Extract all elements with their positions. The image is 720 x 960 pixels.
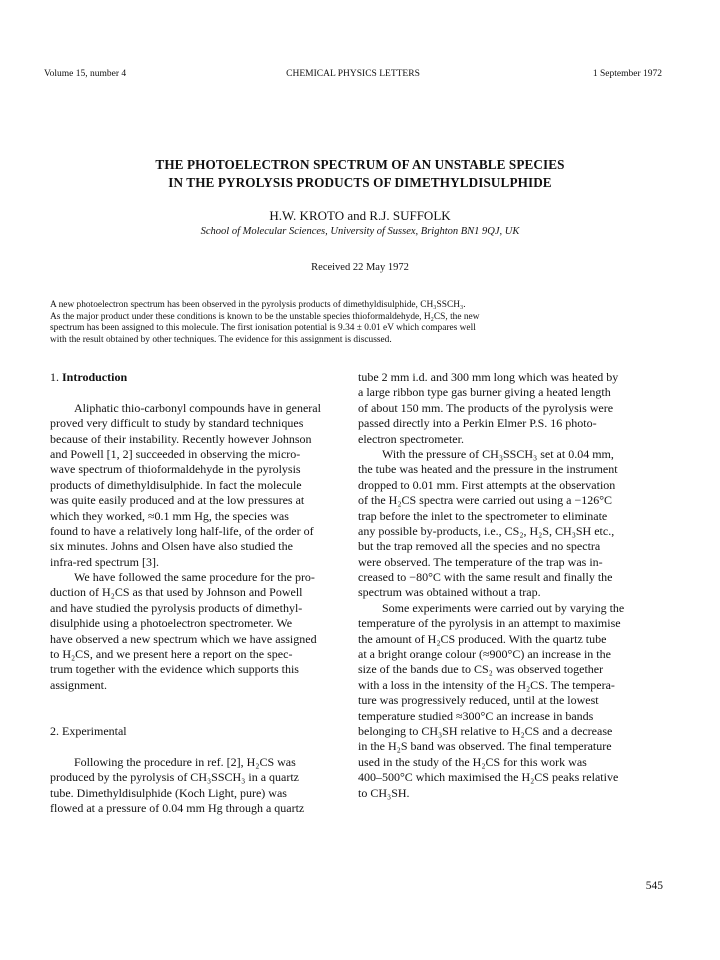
text-line: ture was progressively reduced, until at the lowest (358, 693, 599, 708)
text-line: duction of H₂CS as that used by Johnson and Powell (50, 585, 303, 600)
left-column (50, 370, 350, 816)
text-line: electron spectrometer. (358, 431, 464, 446)
received-date: Received 22 May 1972 (311, 262, 409, 273)
journal-name: CHEMICAL PHYSICS LETTERS (286, 69, 420, 79)
issue-date: 1 September 1972 (592, 69, 662, 79)
text-line: and have studied the pyrolysis products of dimethyl- (50, 600, 303, 615)
title-line: THE PHOTOELECTRON SPECTRUM OF AN UNSTABLE SPECIES (155, 157, 565, 172)
text-line: tube 2 mm i.d. and 300 mm long which was heated by (358, 370, 619, 384)
text-line: produced by the pyrolysis of CH₃SSCH₃ in a quartz (50, 770, 300, 785)
text-line: any possible by-products, i.e., CS₂, H₂S, CH₃SH etc., (358, 523, 615, 538)
page-number: 545 (645, 880, 663, 892)
section-heading-introduction (50, 370, 350, 385)
text-line (50, 739, 350, 754)
text-line: to CH₃SH. (358, 785, 410, 800)
text-line: wave spectrum of thioformaldehyde in the pyrolysis (50, 462, 301, 477)
text-line: to H₂CS, and we present here a report on the spec- (50, 647, 293, 662)
text-line: spectrum was obtained without a trap. (358, 585, 541, 600)
text-line: in the H₂S band was observed. The final temperature (358, 739, 612, 754)
text-line: We have followed the same procedure for the pro- (50, 570, 315, 585)
text-line: which they worked, ≈0.1 mm Hg, the species was (50, 508, 289, 523)
volume-info: Volume 15, number 4 (44, 69, 127, 79)
text-line: trum together with the evidence which supports this (50, 662, 299, 677)
text-line: of about 150 mm. The products of the pyrolysis were (358, 400, 614, 415)
authors: H.W. KROTO and R.J. SUFFOLK (269, 208, 451, 223)
text-line: found to have a relatively long half-life, of the order of (50, 523, 314, 538)
text-line (50, 385, 350, 400)
text-line: Following the procedure in ref. [2], H₂CS was (50, 754, 296, 769)
right-column (358, 370, 658, 801)
paper-title (40, 156, 680, 192)
experimental-body-continued (358, 370, 658, 801)
text-line: temperature of the pyrolysis in an attempt to maximise (358, 616, 621, 631)
text-line: have observed a new spectrum which we have assigned (50, 631, 317, 646)
section-number: 1. (50, 370, 59, 384)
text-line: Some experiments were carried out by varying the (358, 600, 625, 615)
text-line: size of the bands due to CS₂ was observed together (358, 662, 604, 677)
text-line: dropped to 0.01 mm. First attempts at the observation (358, 477, 616, 492)
introduction-body (50, 385, 350, 693)
text-line: the amount of H₂CS produced. With the quartz tube (358, 631, 607, 646)
title-line: IN THE PYROLYSIS PRODUCTS OF DIMETHYLDISULPHIDE (168, 175, 552, 190)
text-line: temperature studied ≈300°C an increase in bands (358, 708, 594, 723)
text-line: six minutes. Johns and Olsen have also studied the (50, 539, 293, 554)
text-line: proved very difficult to study by standard techniques (50, 416, 304, 431)
section-title: Experimental (62, 723, 127, 738)
abstract-line: with the result obtained by other techniques. The evidence for this assignment is discussed. (50, 334, 392, 345)
text-line: trap before the inlet to the spectrometer to eliminate (358, 508, 608, 523)
text-line: a large ribbon type gas burner giving a heated length (358, 385, 611, 400)
abstract (50, 300, 670, 346)
text-line: with a loss in the intensity of the H₂CS. The tempera- (358, 677, 615, 692)
text-line: tube. Dimethyldisulphide (Koch Light, pure) was (50, 785, 287, 800)
abstract-line: spectrum has been assigned to this molecule. The first ionisation potential is 9.34 ± 0.01 eV which compares well (50, 323, 476, 334)
text-line: the tube was heated and the pressure in the instrument (358, 462, 618, 477)
text-line: and Powell [1, 2] succeeded in observing the micro- (50, 446, 301, 461)
text-line: creased to −80°C with the same result and finally the (358, 570, 613, 585)
section-title: Introduction (62, 370, 128, 384)
affiliation: School of Molecular Sciences, University of Sussex, Brighton BN1 9QJ, UK (200, 226, 520, 237)
text-line: at a bright orange colour (≈900°C) an increase in the (358, 647, 611, 662)
section-number: 2. (50, 723, 59, 738)
text-line: flowed at a pressure of 0.04 mm Hg through a quartz (50, 800, 305, 815)
text-line: disulphide using a photoelectron spectrometer. We (50, 616, 293, 631)
experimental-body (50, 739, 350, 816)
text-line: of the H₂CS spectra were carried out using a −126°C (358, 493, 613, 508)
running-header (44, 69, 662, 83)
text-line: was quite easily produced and at the low pressures at (50, 493, 305, 508)
text-line: products of dimethyldisulphide. In fact the molecule (50, 477, 302, 492)
text-line: but the trap removed all the species and no spectra (358, 539, 601, 554)
abstract-line: As the major product under these conditions is known to be the unstable species thioformaldehyde, H₂CS, the new (50, 311, 480, 322)
text-line: assignment. (50, 677, 107, 692)
text-line: Aliphatic thio-carbonyl compounds have in general (50, 400, 321, 415)
section-heading-experimental (50, 724, 350, 739)
text-line: because of their instability. Recently however Johnson (50, 431, 312, 446)
text-line: passed directly into a Perkin Elmer P.S. 16 photo- (358, 416, 597, 431)
text-line: were observed. The temperature of the trap was in- (358, 554, 603, 569)
text-line: 400–500°C which maximised the H₂CS peaks relative (358, 770, 619, 785)
text-line: With the pressure of CH₃SSCH₃ set at 0.04 mm, (358, 446, 614, 461)
text-line: used in the study of the H₂CS for this work was (358, 754, 587, 769)
text-line: infra-red spectrum [3]. (50, 554, 159, 569)
abstract-line: A new photoelectron spectrum has been observed in the pyrolysis products of dimethyldisulphide, CH₃SSCH₃. (50, 300, 466, 310)
text-line: belonging to CH₃SH relative to H₂CS and a decrease (358, 723, 613, 738)
